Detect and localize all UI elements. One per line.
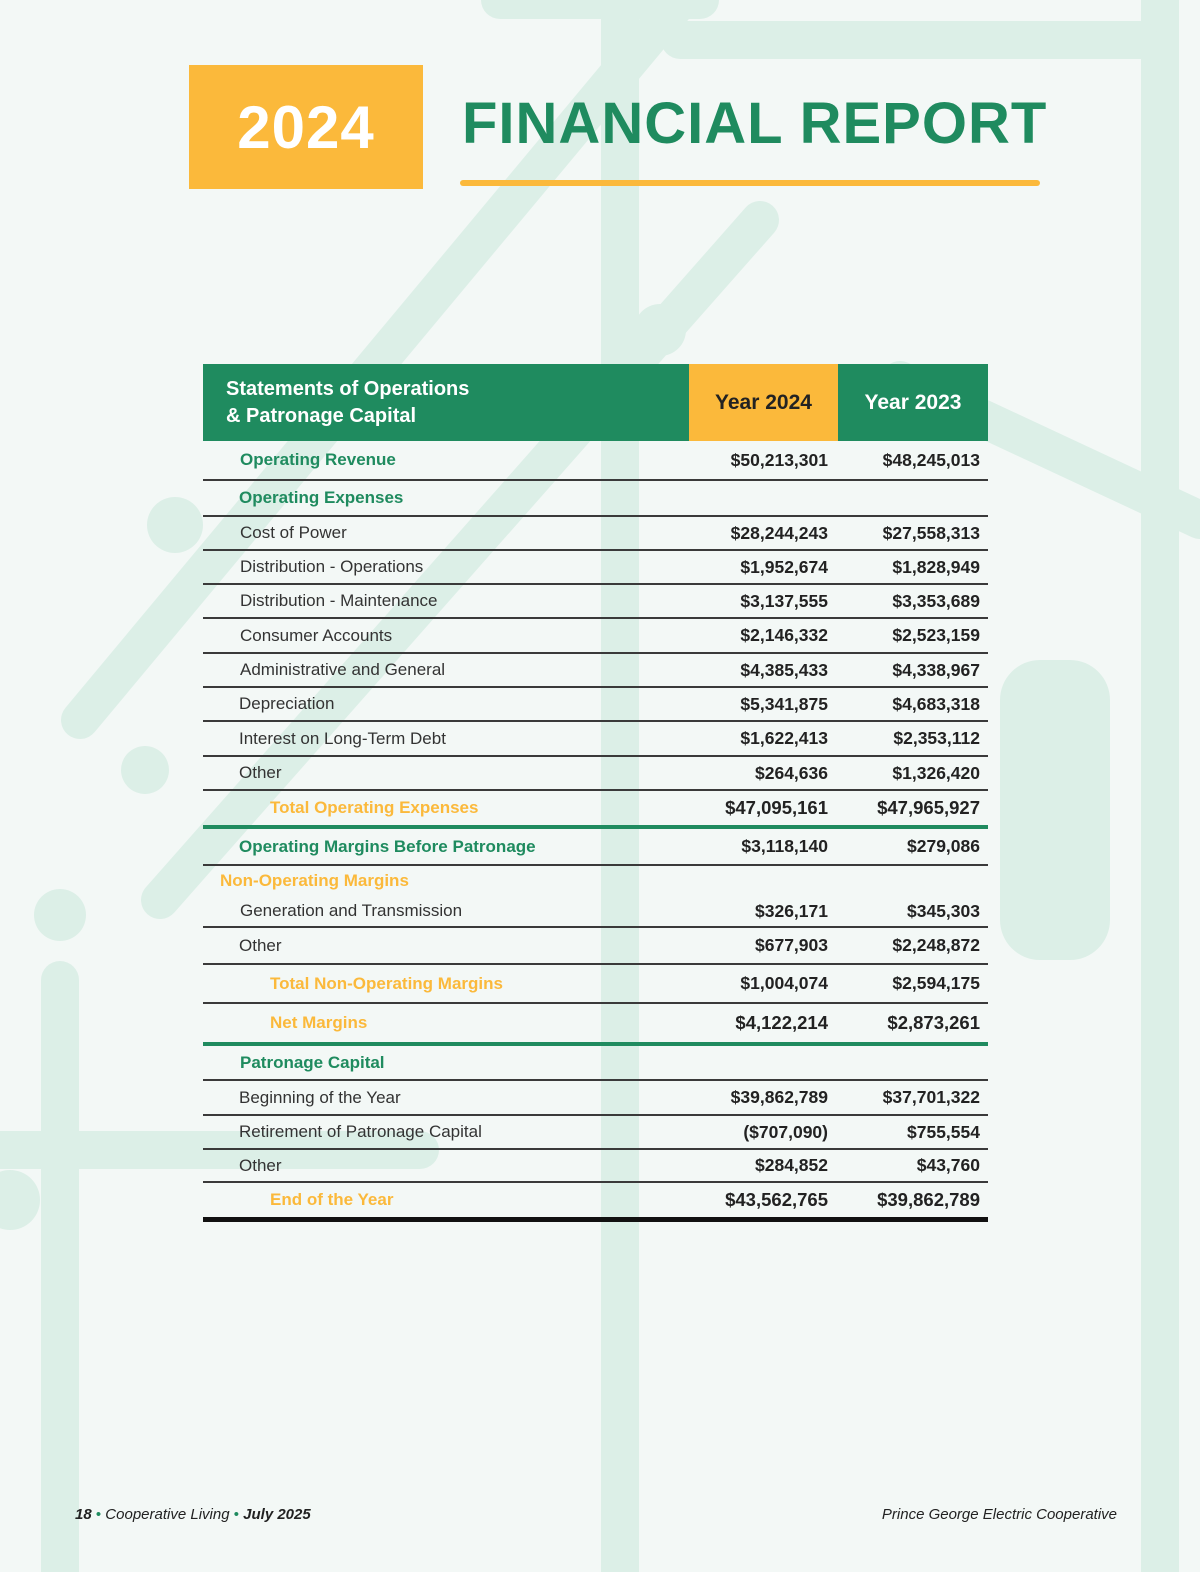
row-label: Distribution - Maintenance [240,591,438,610]
table-row [203,481,988,517]
value-2023: $1,828,949 [892,556,980,577]
value-2023: $2,523,159 [892,625,980,645]
table-row [203,688,988,722]
value-2024: $5,341,875 [740,693,828,714]
table-row-total [203,1183,988,1222]
statement-table [203,364,988,1222]
issue-date: July 2025 [243,1506,311,1523]
table-title [203,364,689,441]
footer-left [75,1506,311,1523]
column-header-2023: Year 2023 [838,364,988,441]
row-label: Distribution - Operations [240,557,424,576]
page-title: FINANCIAL REPORT [462,91,1048,156]
table-row [203,896,988,928]
magazine-name: Cooperative Living [105,1506,230,1523]
row-label: Operating Margins Before Patronage [239,836,536,856]
table-row [203,1046,988,1081]
section-heading: Patronage Capital [240,1052,385,1072]
year-badge-text: 2024 [237,93,375,161]
row-label: Beginning of the Year [239,1087,401,1107]
value-2024: $50,213,301 [730,449,828,470]
table-row [203,441,988,481]
value-2023: $48,245,013 [882,449,980,470]
page-number: 18 [75,1506,92,1523]
title-underline [460,180,1040,186]
year-badge [189,65,423,189]
row-label: Other [239,935,282,955]
row-label: Other [239,763,282,782]
value-2023: $345,303 [907,900,980,921]
row-label: Consumer Accounts [240,625,393,645]
table-row [203,551,988,585]
table-row [203,722,988,757]
total-label: Total Non-Operating Margins [270,973,503,993]
row-label: Other [239,1155,282,1175]
table-row [203,757,988,791]
value-2023: $39,862,789 [877,1189,980,1210]
row-label: Depreciation [239,694,335,713]
value-2023: $43,760 [916,1155,980,1175]
section-heading: Operating Expenses [239,488,404,507]
value-2023: $1,326,420 [892,762,980,783]
total-label: Net Margins [270,1013,368,1032]
total-label: Total Operating Expenses [270,798,479,817]
value-2024: ($707,090) [743,1121,828,1142]
table-row [203,654,988,688]
row-label: Operating Revenue [240,450,396,469]
value-2023: $4,338,967 [892,659,980,680]
publisher-name: Prince George Electric Cooperative [881,1506,1117,1523]
value-2023: $37,701,322 [882,1087,980,1107]
table-row [203,517,988,551]
table-row [203,585,988,619]
value-2024: $39,862,789 [730,1087,828,1107]
value-2023: $2,353,112 [893,728,980,748]
value-2024: $1,952,674 [740,556,828,577]
value-2024: $677,903 [755,935,828,955]
value-2024: $4,385,433 [740,659,828,680]
value-2024: $43,562,765 [725,1189,828,1210]
value-2024: $28,244,243 [730,522,828,543]
row-label: Interest on Long-Term Debt [239,728,446,748]
value-2023: $3,353,689 [892,590,980,611]
value-2023: $2,594,175 [892,973,980,993]
value-2024: $326,171 [755,900,828,921]
footer-separator: • [95,1506,102,1523]
value-2023: $2,248,872 [892,935,980,955]
value-2023: $2,873,261 [887,1012,980,1033]
value-2024: $47,095,161 [725,797,828,818]
value-2024: $284,852 [755,1155,828,1175]
column-header-2024: Year 2024 [689,364,838,441]
footer-separator: • [233,1506,239,1523]
value-2024: $3,137,555 [740,590,828,611]
value-2024: $3,118,140 [741,836,828,856]
value-2024: $4,122,214 [735,1012,828,1033]
table-row [203,1150,988,1183]
value-2024: $264,636 [755,762,828,783]
value-2023: $47,965,927 [877,797,980,818]
row-label: Retirement of Patronage Capital [239,1122,482,1141]
table-title-line-2: & Patronage Capital [226,404,417,427]
total-label: End of the Year [270,1190,394,1209]
value-2024: $2,146,332 [740,625,828,645]
table-row [203,1116,988,1150]
table-row [203,619,988,654]
table-title-line-1: Statements of Operations [226,377,470,400]
value-2024: $1,622,413 [740,728,828,748]
table-row-total [203,1004,988,1046]
row-label: Cost of Power [240,523,347,542]
value-2023: $4,683,318 [892,693,980,714]
table-row-total [203,965,988,1004]
value-2023: $755,554 [907,1121,980,1142]
table-row [203,829,988,866]
value-2023: $279,086 [907,836,980,856]
table-header [203,364,988,441]
table-row [203,1081,988,1116]
table-row-total [203,791,988,829]
table-row [203,866,988,896]
row-label: Generation and Transmission [240,901,463,920]
value-2024: $1,004,074 [740,973,828,993]
value-2023: $27,558,313 [882,522,980,543]
row-label: Administrative and General [240,660,446,679]
section-heading: Non-Operating Margins [220,871,409,890]
table-row [203,928,988,965]
